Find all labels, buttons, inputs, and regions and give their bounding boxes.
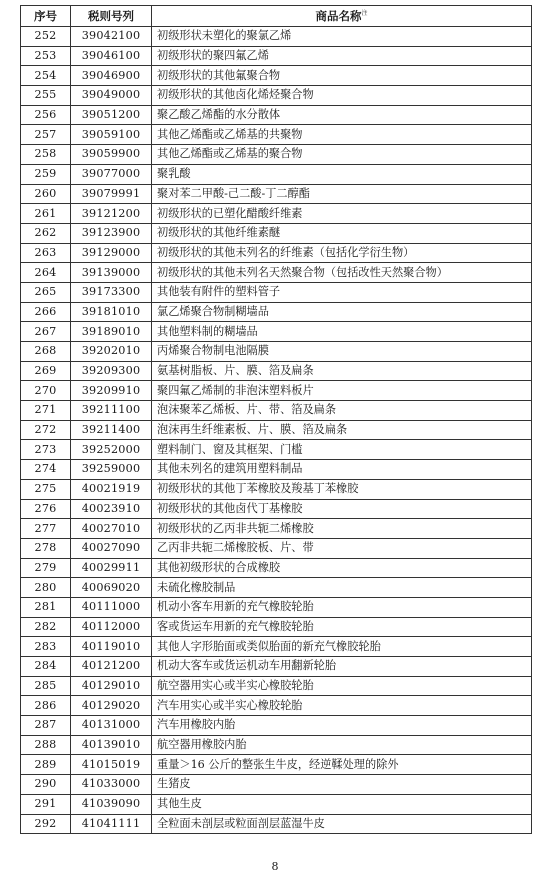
cell-tariff-code: 39211100 (71, 401, 152, 421)
cell-serial-number: 265 (21, 282, 71, 302)
table-row (21, 794, 532, 814)
cell-serial-number: 263 (21, 243, 71, 263)
cell-tariff-code: 40121200 (71, 657, 152, 677)
cell-product-name: 泡沫聚苯乙烯板、片、带、箔及扁条 (152, 401, 532, 421)
cell-tariff-code: 39051200 (71, 105, 152, 125)
cell-product-name: 聚四氟乙烯制的非泡沫塑料板片 (152, 381, 532, 401)
cell-product-name: 重量＞16 公斤的整张生牛皮，经逆鞣处理的除外 (152, 755, 532, 775)
table-row (21, 342, 532, 362)
table-row (21, 637, 532, 657)
cell-product-name: 初级形状的乙丙非共轭二烯橡胶 (152, 519, 532, 539)
cell-serial-number: 256 (21, 105, 71, 125)
cell-serial-number: 273 (21, 440, 71, 460)
cell-product-name: 初级形状的其他未列名天然聚合物（包括改性天然聚合物） (152, 263, 532, 283)
cell-product-name: 聚乳酸 (152, 164, 532, 184)
table-header-row (21, 6, 532, 27)
header-tariff-code: 税则号列 (71, 6, 152, 27)
cell-tariff-code: 39209300 (71, 361, 152, 381)
header-serial-number: 序号 (21, 6, 71, 27)
cell-product-name: 聚对苯二甲酸-己二酸-丁二醇酯 (152, 184, 532, 204)
table-row (21, 86, 532, 106)
cell-product-name: 机动小客车用新的充气橡胶轮胎 (152, 597, 532, 617)
cell-serial-number: 288 (21, 735, 71, 755)
cell-tariff-code: 40027090 (71, 538, 152, 558)
cell-serial-number: 271 (21, 401, 71, 421)
cell-serial-number: 291 (21, 794, 71, 814)
table-row (21, 282, 532, 302)
cell-serial-number: 281 (21, 597, 71, 617)
cell-product-name: 机动大客车或货运机动车用翻新轮胎 (152, 657, 532, 677)
cell-product-name: 其他乙烯酯或乙烯基的聚合物 (152, 145, 532, 165)
cell-product-name: 生猪皮 (152, 775, 532, 795)
table-row (21, 322, 532, 342)
cell-product-name: 未硫化橡胶制品 (152, 578, 532, 598)
cell-serial-number: 282 (21, 617, 71, 637)
cell-tariff-code: 39202010 (71, 342, 152, 362)
cell-tariff-code: 39173300 (71, 282, 152, 302)
table-row (21, 814, 532, 834)
cell-serial-number: 277 (21, 519, 71, 539)
cell-tariff-code: 41041111 (71, 814, 152, 834)
cell-product-name: 初级形状的其他纤维素醚 (152, 223, 532, 243)
cell-product-name: 初级形状的聚四氟乙烯 (152, 46, 532, 66)
cell-serial-number: 267 (21, 322, 71, 342)
table-row (21, 204, 532, 224)
table-row (21, 302, 532, 322)
table-row (21, 27, 532, 47)
cell-product-name: 氯乙烯聚合物制糊墙品 (152, 302, 532, 322)
table-row (21, 243, 532, 263)
table-row (21, 145, 532, 165)
cell-product-name: 初级形状未塑化的聚氯乙烯 (152, 27, 532, 47)
cell-tariff-code: 39042100 (71, 27, 152, 47)
table-row (21, 401, 532, 421)
cell-serial-number: 254 (21, 66, 71, 86)
cell-product-name: 初级形状的其他卤代丁基橡胶 (152, 499, 532, 519)
cell-tariff-code: 39189010 (71, 322, 152, 342)
cell-serial-number: 266 (21, 302, 71, 322)
cell-serial-number: 276 (21, 499, 71, 519)
table-row (21, 381, 532, 401)
cell-tariff-code: 40119010 (71, 637, 152, 657)
table-row (21, 519, 532, 539)
cell-product-name: 氨基树脂板、片、膜、箔及扁条 (152, 361, 532, 381)
cell-tariff-code: 40131000 (71, 716, 152, 736)
cell-tariff-code: 39129000 (71, 243, 152, 263)
cell-serial-number: 264 (21, 263, 71, 283)
cell-serial-number: 270 (21, 381, 71, 401)
table-row (21, 105, 532, 125)
cell-serial-number: 292 (21, 814, 71, 834)
table-row (21, 499, 532, 519)
cell-tariff-code: 39059100 (71, 125, 152, 145)
cell-tariff-code: 40139010 (71, 735, 152, 755)
cell-tariff-code: 39079991 (71, 184, 152, 204)
cell-tariff-code: 40129020 (71, 696, 152, 716)
table-row (21, 775, 532, 795)
cell-product-name: 其他人字形胎面或类似胎面的新充气橡胶轮胎 (152, 637, 532, 657)
cell-serial-number: 278 (21, 538, 71, 558)
cell-tariff-code: 41039090 (71, 794, 152, 814)
cell-tariff-code: 41015019 (71, 755, 152, 775)
cell-tariff-code: 39049000 (71, 86, 152, 106)
cell-serial-number: 274 (21, 460, 71, 480)
cell-product-name: 初级形状的其他卤化烯烃聚合物 (152, 86, 532, 106)
table-row (21, 696, 532, 716)
cell-tariff-code: 40111000 (71, 597, 152, 617)
cell-serial-number: 279 (21, 558, 71, 578)
table-row (21, 460, 532, 480)
table-row (21, 538, 532, 558)
cell-product-name: 客或货运车用新的充气橡胶轮胎 (152, 617, 532, 637)
table-row (21, 263, 532, 283)
footnote-marker: 注 (361, 10, 368, 18)
table-row (21, 617, 532, 637)
cell-product-name: 全粒面未剖层或粒面剖层蓝湿牛皮 (152, 814, 532, 834)
cell-serial-number: 260 (21, 184, 71, 204)
table-row (21, 676, 532, 696)
table-row (21, 125, 532, 145)
cell-product-name: 汽车用橡胶内胎 (152, 716, 532, 736)
cell-serial-number: 255 (21, 86, 71, 106)
tariff-table (20, 5, 532, 834)
cell-tariff-code: 40112000 (71, 617, 152, 637)
cell-product-name: 初级形状的已塑化醋酸纤维素 (152, 204, 532, 224)
cell-tariff-code: 39259000 (71, 460, 152, 480)
cell-product-name: 其他初级形状的合成橡胶 (152, 558, 532, 578)
cell-product-name: 初级形状的其他丁苯橡胶及羧基丁苯橡胶 (152, 479, 532, 499)
table-row (21, 184, 532, 204)
cell-serial-number: 289 (21, 755, 71, 775)
table-row (21, 735, 532, 755)
cell-product-name: 其他装有附件的塑料管子 (152, 282, 532, 302)
cell-product-name: 航空器用橡胶内胎 (152, 735, 532, 755)
table-row (21, 164, 532, 184)
cell-serial-number: 259 (21, 164, 71, 184)
page-number: 8 (271, 860, 279, 873)
cell-tariff-code: 39139000 (71, 263, 152, 283)
cell-serial-number: 253 (21, 46, 71, 66)
cell-serial-number: 272 (21, 420, 71, 440)
table-row (21, 755, 532, 775)
table-row (21, 716, 532, 736)
cell-serial-number: 275 (21, 479, 71, 499)
cell-tariff-code: 40029911 (71, 558, 152, 578)
cell-tariff-code: 39077000 (71, 164, 152, 184)
header-product-name-text: 商品名称 (315, 9, 362, 23)
header-product-name (152, 6, 532, 27)
cell-serial-number: 290 (21, 775, 71, 795)
cell-product-name: 乙丙非共轭二烯橡胶板、片、带 (152, 538, 532, 558)
cell-tariff-code: 39046900 (71, 66, 152, 86)
cell-tariff-code: 39121200 (71, 204, 152, 224)
cell-serial-number: 286 (21, 696, 71, 716)
cell-tariff-code: 40129010 (71, 676, 152, 696)
table-row (21, 657, 532, 677)
cell-product-name: 塑料制门、窗及其框架、门槛 (152, 440, 532, 460)
cell-product-name: 汽车用实心或半实心橡胶轮胎 (152, 696, 532, 716)
table-row (21, 578, 532, 598)
cell-product-name: 其他乙烯酯或乙烯基的共聚物 (152, 125, 532, 145)
cell-tariff-code: 41033000 (71, 775, 152, 795)
table-row (21, 597, 532, 617)
cell-tariff-code: 40021919 (71, 479, 152, 499)
cell-serial-number: 258 (21, 145, 71, 165)
cell-product-name: 泡沫再生纤维素板、片、膜、箔及扁条 (152, 420, 532, 440)
cell-tariff-code: 39046100 (71, 46, 152, 66)
cell-product-name: 初级形状的其他氟聚合物 (152, 66, 532, 86)
table-row (21, 479, 532, 499)
cell-tariff-code: 40027010 (71, 519, 152, 539)
cell-product-name: 聚乙酸乙烯酯的水分散体 (152, 105, 532, 125)
table-row (21, 440, 532, 460)
table-row (21, 420, 532, 440)
cell-serial-number: 252 (21, 27, 71, 47)
cell-tariff-code: 40023910 (71, 499, 152, 519)
cell-product-name: 其他生皮 (152, 794, 532, 814)
cell-product-name: 其他未列名的建筑用塑料制品 (152, 460, 532, 480)
cell-serial-number: 268 (21, 342, 71, 362)
cell-serial-number: 269 (21, 361, 71, 381)
cell-product-name: 初级形状的其他未列名的纤维素（包括化学衍生物） (152, 243, 532, 263)
table-row (21, 66, 532, 86)
cell-serial-number: 261 (21, 204, 71, 224)
cell-product-name: 其他塑料制的糊墙品 (152, 322, 532, 342)
cell-tariff-code: 39209910 (71, 381, 152, 401)
cell-product-name: 航空器用实心或半实心橡胶轮胎 (152, 676, 532, 696)
cell-serial-number: 284 (21, 657, 71, 677)
cell-product-name: 丙烯聚合物制电池隔膜 (152, 342, 532, 362)
cell-tariff-code: 39123900 (71, 223, 152, 243)
cell-serial-number: 257 (21, 125, 71, 145)
cell-serial-number: 280 (21, 578, 71, 598)
cell-serial-number: 262 (21, 223, 71, 243)
cell-serial-number: 285 (21, 676, 71, 696)
cell-tariff-code: 39059900 (71, 145, 152, 165)
table-row (21, 46, 532, 66)
table-row (21, 558, 532, 578)
table-row (21, 223, 532, 243)
cell-serial-number: 287 (21, 716, 71, 736)
cell-tariff-code: 39211400 (71, 420, 152, 440)
cell-tariff-code: 40069020 (71, 578, 152, 598)
cell-serial-number: 283 (21, 637, 71, 657)
table-row (21, 361, 532, 381)
cell-tariff-code: 39181010 (71, 302, 152, 322)
cell-tariff-code: 39252000 (71, 440, 152, 460)
